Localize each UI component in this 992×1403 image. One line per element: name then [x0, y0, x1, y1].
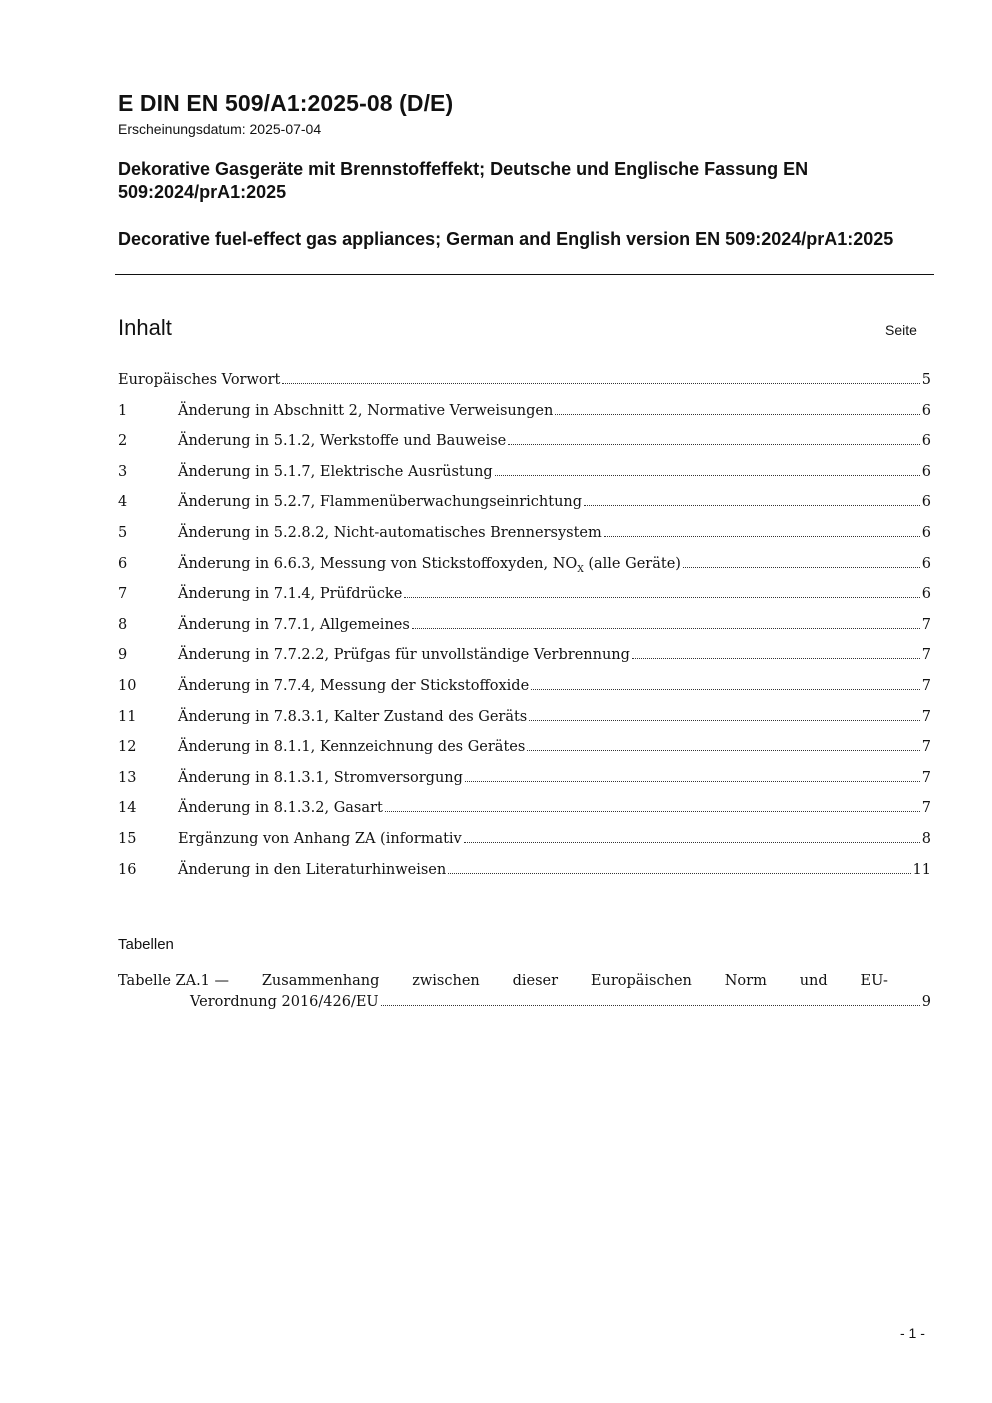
- toc-entry-page: 6: [921, 494, 931, 511]
- toc-entry-number: 9: [118, 647, 128, 664]
- toc-entry-label: Änderung in 7.8.3.1, Kalter Zustand des Geräts: [178, 708, 528, 725]
- dot-leader: [465, 767, 920, 782]
- toc-entry-page: 8: [921, 830, 931, 847]
- toc-entry-page: 11: [912, 861, 931, 878]
- toc-entry-page: 6: [921, 463, 931, 480]
- toc-entry-page: 7: [921, 677, 931, 694]
- page-number: - 1 -: [900, 1325, 925, 1341]
- toc-entry[interactable]: [118, 859, 931, 890]
- toc-entry[interactable]: [118, 797, 931, 828]
- caption-word: Tabelle ZA.1 —: [118, 973, 230, 989]
- toc-entry[interactable]: [118, 644, 931, 675]
- dot-leader: [495, 461, 920, 476]
- toc-entry-page: 6: [921, 555, 931, 572]
- toc-entry-label: Änderung in 7.7.4, Messung der Stickstoffoxide: [178, 677, 530, 694]
- toc-entry-label: Änderung in den Literaturhinweisen: [178, 861, 447, 878]
- toc-entry-label: [178, 556, 681, 575]
- toc-entry-number: 14: [118, 800, 137, 817]
- toc-entry-label: Änderung in 5.1.2, Werkstoffe und Bauweise: [178, 433, 507, 450]
- toc-entry[interactable]: [118, 430, 931, 461]
- caption-word: Europäischen: [590, 973, 692, 989]
- toc-entry-page: 7: [921, 647, 931, 664]
- document-id: E DIN EN 509/A1:2025-08 (D/E): [118, 90, 454, 116]
- toc-entry-label: Änderung in 7.7.2.2, Prüfgas für unvollständige Verbrennung: [178, 647, 630, 664]
- page-column-label: Seite: [885, 322, 917, 338]
- toc-entry-number: 1: [118, 402, 128, 419]
- label-text: (alle Geräte): [583, 555, 681, 572]
- dot-leader: [683, 553, 920, 568]
- toc-entry[interactable]: [118, 675, 931, 706]
- toc-entry-number: 13: [118, 769, 137, 786]
- toc-entry[interactable]: [118, 491, 931, 522]
- toc-entry-number: 12: [118, 739, 137, 756]
- caption-continuation: Verordnung 2016/426/EU: [190, 994, 379, 1010]
- toc-entry-page: 7: [921, 739, 931, 756]
- toc-entry-label: Änderung in 5.1.7, Elektrische Ausrüstung: [178, 463, 493, 480]
- toc-entry-label: Änderung in 7.1.4, Prüfdrücke: [178, 586, 403, 603]
- dot-leader: [448, 859, 910, 874]
- toc-entry[interactable]: [118, 369, 931, 400]
- dot-leader: [632, 644, 920, 659]
- caption-word: zwischen: [412, 973, 480, 989]
- caption-word: Zusammenhang: [261, 973, 380, 989]
- table-entry-page: 9: [921, 994, 931, 1010]
- table-list-entry[interactable]: [118, 973, 931, 1010]
- toc-entry-page: 5: [921, 372, 931, 388]
- dot-leader: [529, 706, 920, 721]
- label-text: Änderung in 6.6.3, Messung von Stickstoffoxyden, NO: [178, 555, 578, 572]
- toc-entry-label: Änderung in 5.2.8.2, Nicht-automatisches Brennersystem: [178, 524, 602, 541]
- toc-entry-label: Änderung in 8.1.1, Kennzeichnung des Gerätes: [178, 739, 526, 756]
- dot-leader: [531, 675, 920, 690]
- tables-heading: Tabellen: [118, 936, 174, 953]
- header-rule: [115, 274, 934, 275]
- toc-entry-page: 7: [921, 616, 931, 633]
- toc-entry[interactable]: [118, 461, 931, 492]
- dot-leader: [527, 736, 919, 751]
- toc-heading: Inhalt: [118, 315, 172, 340]
- toc-entry-number: 16: [118, 861, 137, 878]
- toc-entry-page: 6: [921, 433, 931, 450]
- dot-leader: [385, 797, 920, 812]
- toc-entry-page: 6: [921, 524, 931, 541]
- toc-entry[interactable]: [118, 522, 931, 553]
- caption-word: und: [799, 973, 828, 989]
- table-of-contents: [118, 369, 931, 889]
- toc-entry-label: Änderung in 8.1.3.1, Stromversorgung: [178, 769, 463, 786]
- toc-entry[interactable]: [118, 706, 931, 737]
- toc-entry[interactable]: [118, 736, 931, 767]
- toc-entry-number: 15: [118, 830, 137, 847]
- toc-entry[interactable]: [118, 583, 931, 614]
- dot-leader: [282, 369, 919, 384]
- toc-entry-number: 6: [118, 555, 128, 572]
- dot-leader: [604, 522, 920, 537]
- toc-entry[interactable]: [118, 400, 931, 431]
- toc-entry-number: 5: [118, 524, 128, 541]
- toc-entry-number: 11: [118, 708, 137, 725]
- title-english: Decorative fuel-effect gas appliances; German and English version EN 509:2024/prA1:2025: [118, 229, 894, 249]
- table-entry-caption-line1: [118, 973, 888, 989]
- toc-entry-number: 8: [118, 616, 128, 633]
- toc-entry[interactable]: [118, 614, 931, 645]
- toc-entry-label: Europäisches Vorwort: [118, 372, 281, 388]
- toc-entry-page: 7: [921, 769, 931, 786]
- toc-entry-page: 7: [921, 800, 931, 817]
- toc-entry-label: Änderung in 8.1.3.2, Gasart: [178, 800, 383, 817]
- dot-leader: [381, 991, 920, 1006]
- caption-word: Norm: [724, 973, 767, 989]
- toc-entry[interactable]: [118, 553, 931, 584]
- toc-entry-number: 2: [118, 433, 128, 450]
- toc-entry[interactable]: [118, 767, 931, 798]
- toc-entry-label: Ergänzung von Anhang ZA (informativ: [178, 830, 462, 847]
- caption-word: EU-: [860, 973, 888, 989]
- dot-leader: [464, 828, 920, 843]
- toc-entry-number: 4: [118, 494, 128, 511]
- dot-leader: [412, 614, 920, 629]
- toc-entry-label: Änderung in 5.2.7, Flammenüberwachungseinrichtung: [178, 494, 583, 511]
- toc-entry-label: Änderung in 7.7.1, Allgemeines: [178, 616, 410, 633]
- toc-entry-number: 3: [118, 463, 128, 480]
- toc-entry[interactable]: [118, 828, 931, 859]
- caption-word: dieser: [512, 973, 559, 989]
- dot-leader: [404, 583, 919, 598]
- publication-date: Erscheinungsdatum: 2025-07-04: [118, 121, 322, 137]
- toc-entry-page: 6: [921, 586, 931, 603]
- subscript-text: X: [577, 564, 584, 575]
- dot-leader: [584, 491, 920, 506]
- toc-entry-label: Änderung in Abschnitt 2, Normative Verweisungen: [178, 402, 554, 419]
- dot-leader: [508, 430, 920, 445]
- dot-leader: [555, 400, 919, 415]
- title-german: Dekorative Gasgeräte mit Brennstoffeffekt; Deutsche und Englische Fassung EN 509:2024/prA1:2025: [118, 159, 809, 202]
- toc-entry-number: 10: [118, 677, 137, 694]
- table-entry-caption-line2: [118, 991, 931, 1010]
- toc-entry-page: 6: [921, 402, 931, 419]
- toc-entry-number: 7: [118, 586, 128, 603]
- toc-entry-page: 7: [921, 708, 931, 725]
